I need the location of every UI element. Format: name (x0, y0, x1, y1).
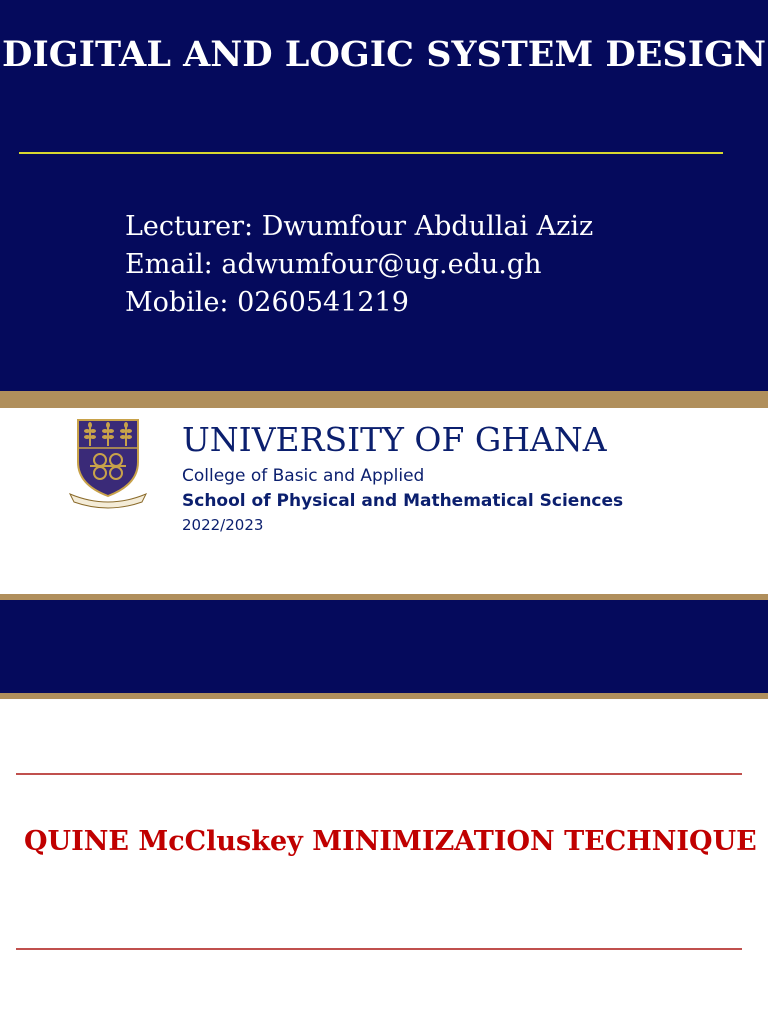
lecturer-mobile: Mobile: 0260541219 (125, 287, 409, 318)
gold-divider-bottom (0, 693, 768, 699)
lecturer-contact (125, 208, 593, 322)
university-name: UNIVERSITY OF GHANA (182, 420, 607, 459)
topic-rule-bottom (16, 948, 742, 950)
page-title: DIGITAL AND LOGIC SYSTEM DESIGN (2, 34, 766, 75)
lecturer-email: Email: adwumfour@ug.edu.gh (125, 249, 542, 280)
college-name: College of Basic and Applied (182, 466, 425, 486)
topic-title: QUINE McCluskey MINIMIZATION TECHNIQUE (24, 826, 757, 857)
lecturer-name: Lecturer: Dwumfour Abdullai Aziz (125, 211, 594, 242)
academic-year: 2022/2023 (182, 516, 264, 534)
school-name: School of Physical and Mathematical Sciences (182, 491, 624, 511)
topic-rule-top (16, 773, 742, 775)
title-underline (19, 152, 723, 154)
university-crest-icon (68, 418, 148, 510)
navy-band (0, 600, 768, 693)
gold-divider-top (0, 391, 768, 408)
